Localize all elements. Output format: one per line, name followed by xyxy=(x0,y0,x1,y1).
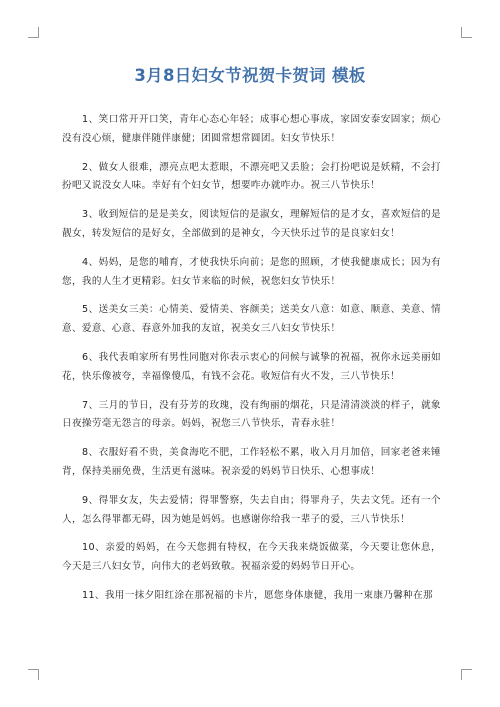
document-body xyxy=(62,111,441,616)
page-corner-mark-bottom-right xyxy=(461,669,472,680)
document-title: 3月8日妇女节祝贺卡贺词 模板 xyxy=(134,66,366,85)
paragraph-2: 2、做女人很难，漂亮点吧太惹眼，不漂亮吧又丢脸；会打扮吧说是妖精，不会打扮吧又说没女人味。幸好有个妇女节，想要咋办就咋办。祝三八节快乐！ xyxy=(62,161,441,192)
page-corner-mark-bottom-left xyxy=(28,669,39,680)
paragraph-5: 5、送美女三美：心情美、爱情美、容颜美；送美女八意：如意、顺意、美意、情意、爱意、心意、春意外加我的友谊，祝美女三八妇女节快乐！ xyxy=(62,304,441,335)
paragraph-6: 6、我代表咱家所有男性同胞对你表示衷心的问候与诚挚的祝福，祝你永远美丽如花，快乐像被夸，幸福像傻瓜，有钱不会花。收短信有火不发，三八节快乐！ xyxy=(62,351,441,382)
page-corner-mark-top-left xyxy=(28,27,39,38)
paragraph-9: 9、得罪女友，失去爱情；得罪警察，失去自由；得罪舟子，失去文凭。还有一个人，怎么得罪都无碍，因为她是妈妈。也感谢你给我一辈子的爱，三八节快乐！ xyxy=(62,494,441,525)
paragraph-1: 1、笑口常开开口笑，青年心态心年轻；成事心想心事成，家固安泰安固家；烦心没有没心烦，健康伴随伴康健；团圆常想常圆团。妇女节快乐！ xyxy=(62,114,441,144)
page-corner-mark-top-right xyxy=(461,27,472,38)
paragraph-11: 11、我用一抹夕阳红涂在那祝福的卡片，愿您身体康健，我用一束康乃馨种在那 xyxy=(82,589,433,601)
paragraph-8: 8、衣服好看不贵，美食海吃不肥，工作轻松不累，收入月月加倍，回家老爸来锤背，保持美丽免费，生活更有滋味。祝亲爱的妈妈节日快乐、心想事成！ xyxy=(62,447,441,477)
paragraph-7: 7、三月的节日，没有芬芳的玫瑰，没有绚丽的烟花，只是清清淡淡的样子，就象日夜操劳毫无怨言的母亲。妈妈，祝您三八节快乐，青春永驻！ xyxy=(62,399,441,430)
paragraph-4: 4、妈妈，是您的哺育，才使我快乐向前；是您的照顾，才使我健康成长；因为有您，我的人生才更精彩。妇女节来临的时候，祝您妇女节快乐！ xyxy=(62,256,441,287)
paragraph-3: 3、收到短信的是是美女，阅读短信的是淑女，理解短信的是才女，喜欢短信的是靓女，转发短信的是好女，全部做到的是神女，今天快乐过节的是良家妇女！ xyxy=(62,209,441,239)
paragraph-10: 10、亲爱的妈妈，在今天您拥有特权，在今天我来烧饭做菜，今天要让您休息，今天是三八妇女节，向伟大的老妈致敬。祝福亲爱的妈妈节日开心。 xyxy=(62,542,441,573)
